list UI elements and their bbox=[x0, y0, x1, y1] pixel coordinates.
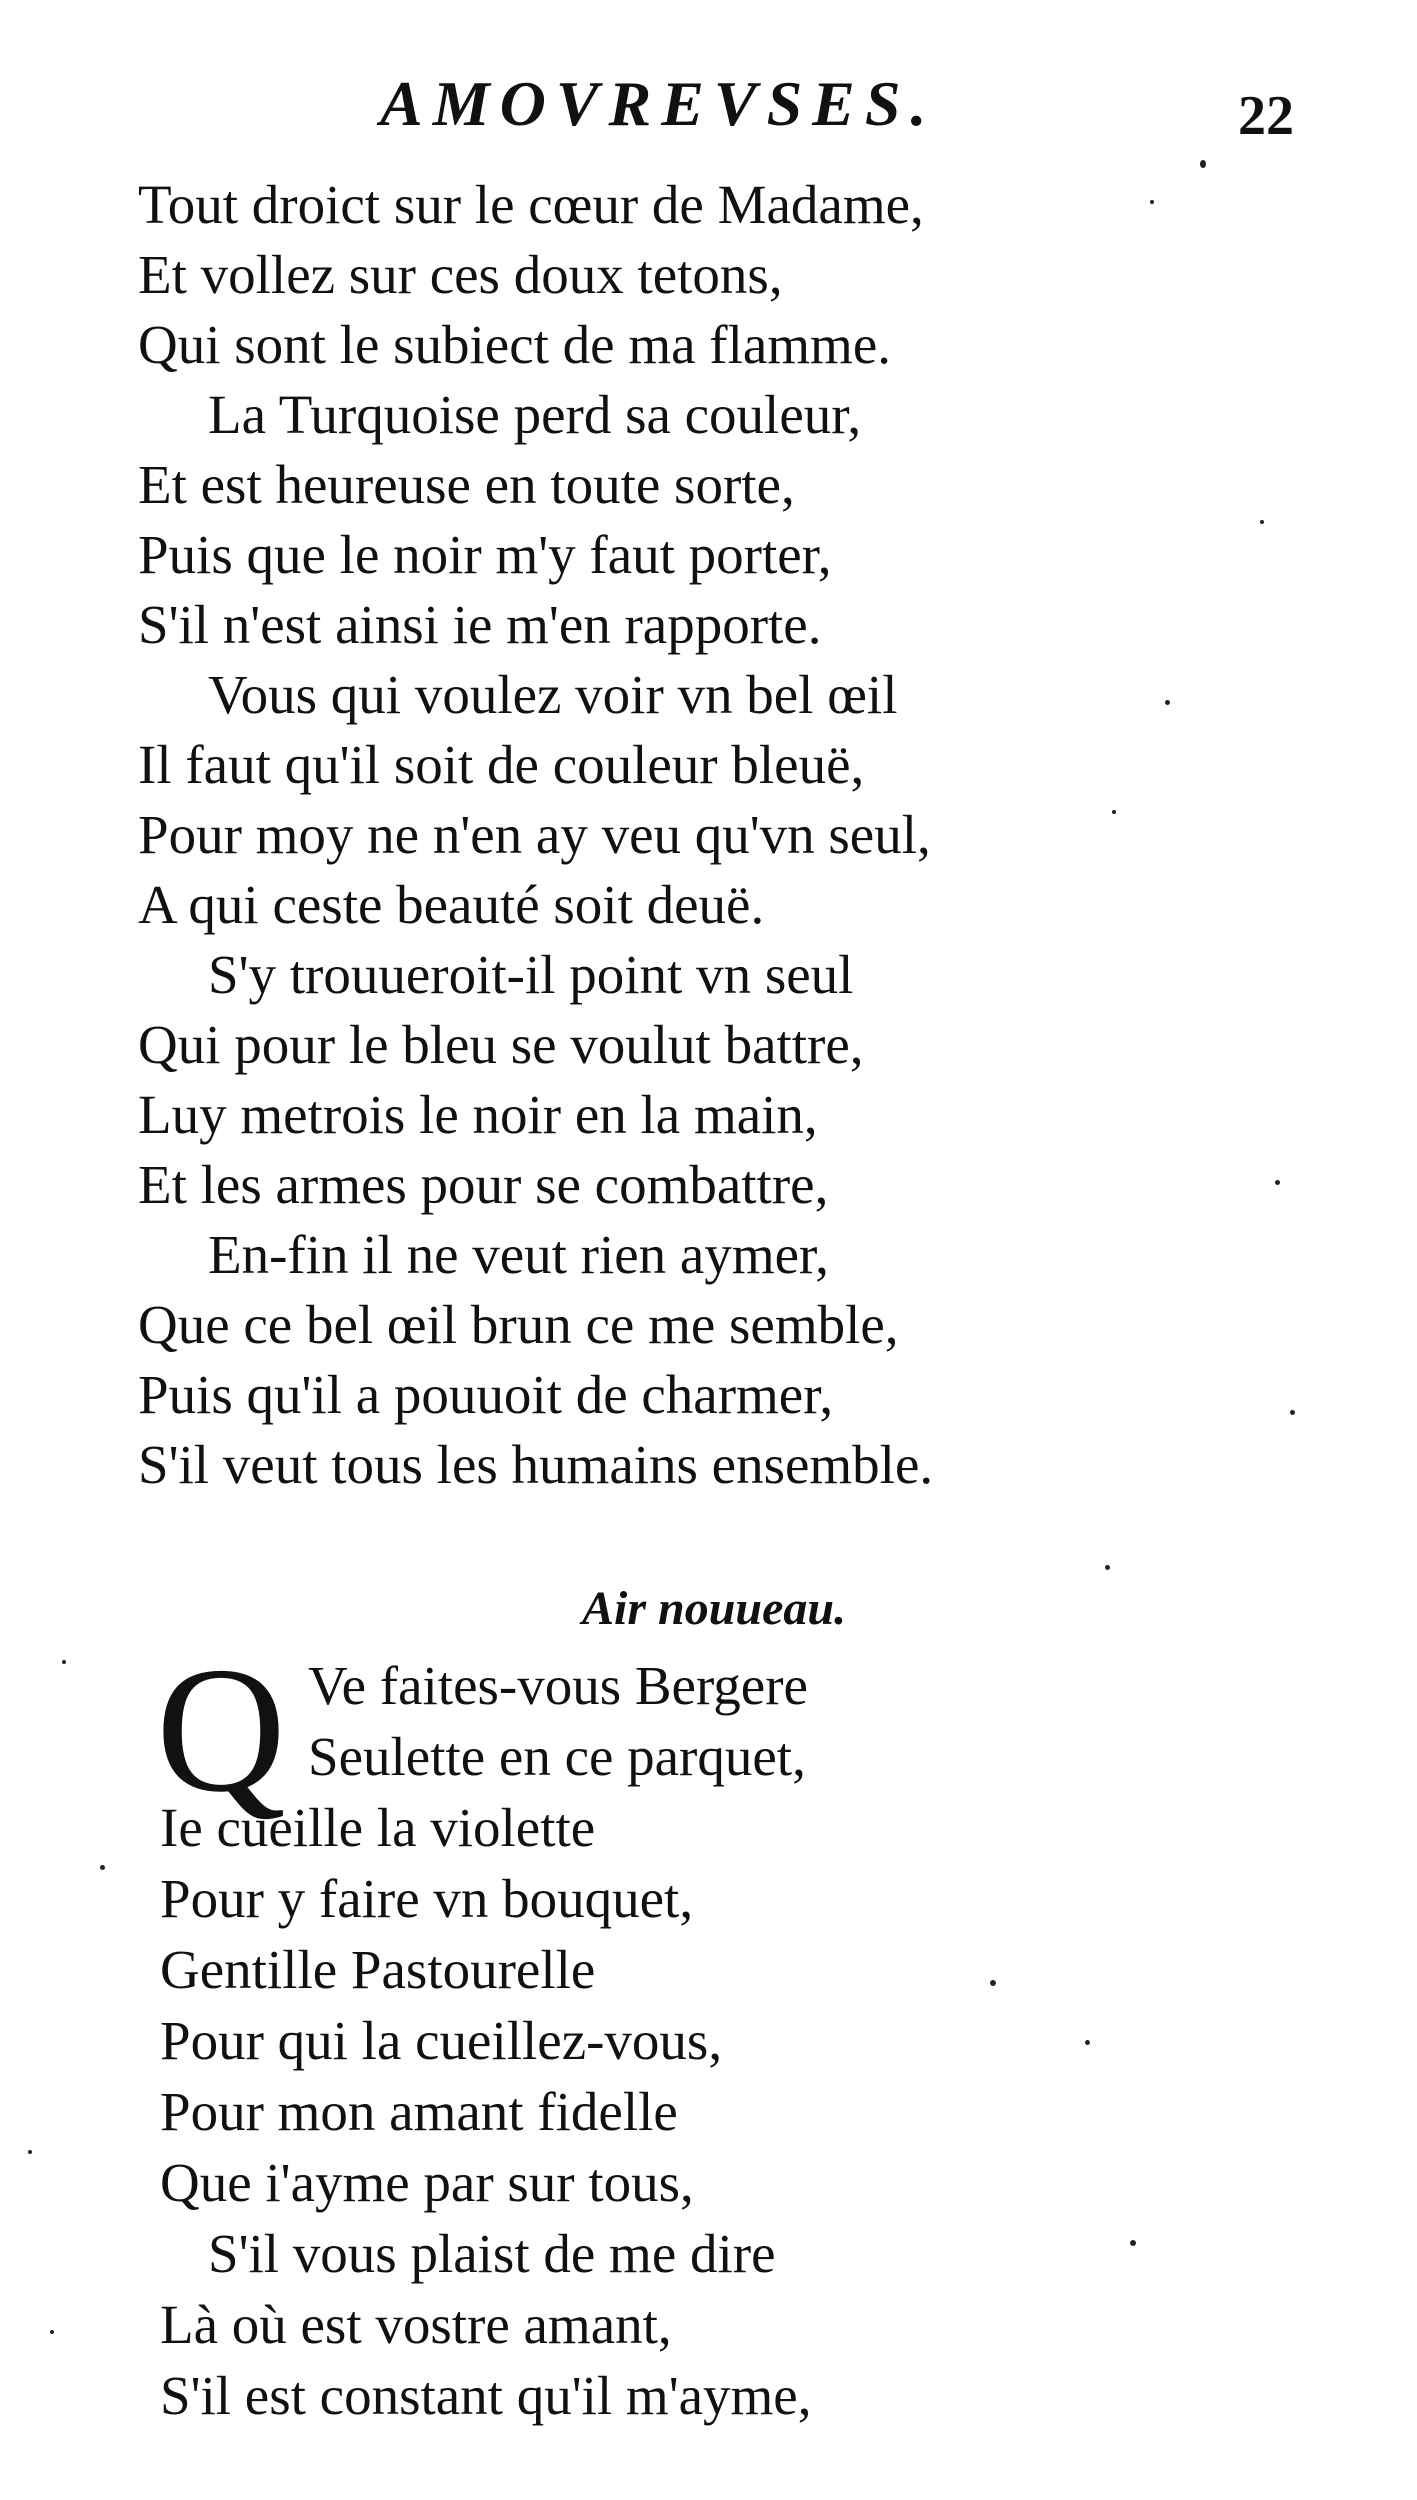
verse-line: Pour moy ne n'en ay veu qu'vn seul, bbox=[138, 804, 931, 865]
ink-speck bbox=[62, 1660, 66, 1664]
ink-speck bbox=[28, 2150, 32, 2154]
ink-speck bbox=[1085, 2040, 1090, 2045]
song-line: S'il vous plaist de me dire bbox=[208, 2223, 776, 2284]
song-lines bbox=[160, 1650, 811, 2431]
verse-line: Et les armes pour se combattre, bbox=[138, 1154, 829, 1215]
song-line: S'il est constant qu'il m'ayme, bbox=[160, 2365, 812, 2426]
ink-speck bbox=[100, 1865, 105, 1870]
song-line: Ie cueille la violette bbox=[160, 1797, 596, 1858]
verse-stanzas bbox=[138, 170, 933, 1500]
verse-line: Tout droict sur le cœur de Madame, bbox=[138, 174, 924, 235]
verse-line: Puis qu'il a pouuoit de charmer, bbox=[138, 1364, 834, 1425]
song-line: Ve faites-vous Bergere bbox=[308, 1655, 808, 1716]
verse-line: Puis que le noir m'y faut porter, bbox=[138, 524, 832, 585]
ink-speck bbox=[1105, 1565, 1110, 1570]
drop-cap: Q bbox=[156, 1630, 286, 1829]
verse-line: Qui pour le bleu se voulut battre, bbox=[138, 1014, 864, 1075]
ink-speck bbox=[50, 2330, 54, 2334]
song-line: Pour y faire vn bouquet, bbox=[160, 1868, 694, 1929]
ink-speck bbox=[1165, 700, 1170, 705]
song-line: Pour qui la cueillez-vous, bbox=[160, 2010, 723, 2071]
song-line: Seulette en ce parquet, bbox=[308, 1726, 806, 1787]
verse-line: Qui sont le subiect de ma flamme. bbox=[138, 314, 892, 375]
ink-speck bbox=[1275, 1180, 1280, 1185]
verse-line: En-fin il ne veut rien aymer, bbox=[208, 1224, 829, 1285]
song-line: Gentille Pastourelle bbox=[160, 1939, 596, 2000]
verse-line: Et vollez sur ces doux tetons, bbox=[138, 244, 783, 305]
song-line: Là où est vostre amant, bbox=[160, 2294, 672, 2355]
ink-speck bbox=[1150, 200, 1154, 204]
verse-line: Il faut qu'il soit de couleur bleuë, bbox=[138, 734, 865, 795]
verse-line: A qui ceste beauté soit deuë. bbox=[138, 874, 765, 935]
verse-line: Vous qui voulez voir vn bel œil bbox=[208, 664, 898, 725]
ink-speck bbox=[1200, 160, 1206, 168]
ink-speck bbox=[1290, 1410, 1295, 1415]
ink-speck bbox=[990, 1980, 996, 1986]
song-line: Que i'ayme par sur tous, bbox=[160, 2152, 694, 2213]
running-head: AMOVREVSES. bbox=[380, 68, 937, 139]
page-number: 22 bbox=[1238, 85, 1294, 147]
section-title: Air nouueau. bbox=[582, 1582, 847, 1635]
verse-line: S'y trouueroit-il point vn seul bbox=[208, 944, 854, 1005]
verse-line: Que ce bel œil brun ce me semble, bbox=[138, 1294, 899, 1355]
verse-line: S'il n'est ainsi ie m'en rapporte. bbox=[138, 594, 822, 655]
ink-speck bbox=[1112, 810, 1116, 814]
ink-speck bbox=[1130, 2240, 1136, 2246]
verse-line: Luy metrois le noir en la main, bbox=[138, 1084, 818, 1145]
verse-line: La Turquoise perd sa couleur, bbox=[208, 384, 862, 445]
ink-speck bbox=[1260, 520, 1264, 524]
verse-line: Et est heureuse en toute sorte, bbox=[138, 454, 795, 515]
song-line: Pour mon amant fidelle bbox=[160, 2081, 678, 2142]
verse-line: S'il veut tous les humains ensemble. bbox=[138, 1434, 934, 1495]
